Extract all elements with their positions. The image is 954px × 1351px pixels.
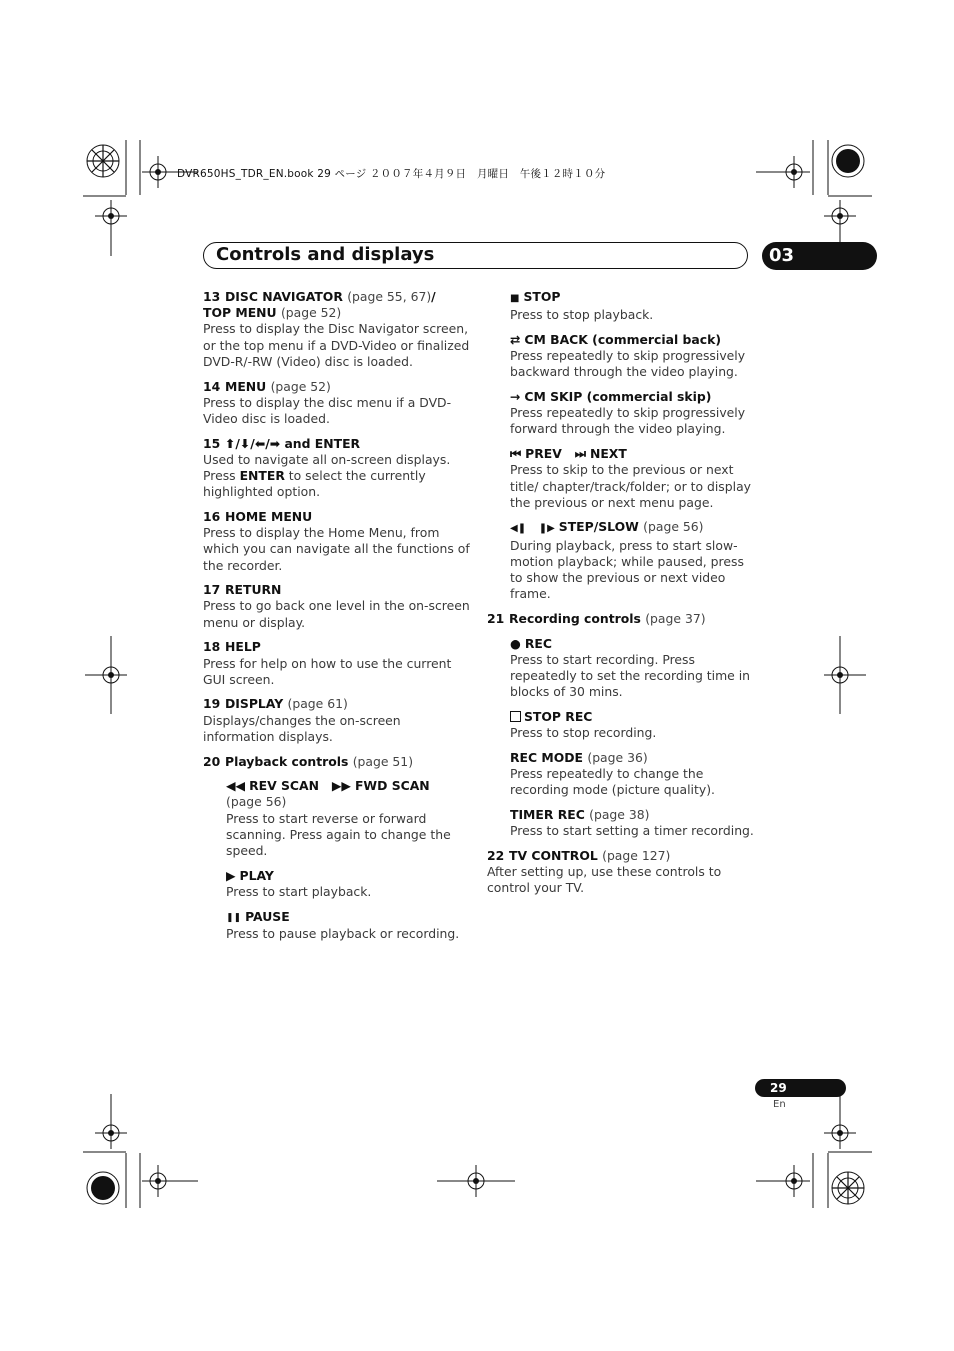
item-rec — [487, 636, 757, 701]
item-description: Press to start setting a timer recording. — [510, 823, 754, 839]
item-step-slow — [487, 519, 757, 602]
item-title: HELP — [225, 639, 261, 655]
page-ref: (page 51) — [352, 753, 414, 769]
item-description: Press repeatedly to skip progressively forward through the video playing. — [510, 405, 746, 437]
item-display — [203, 696, 471, 745]
item-title: Playback controls — [225, 753, 349, 769]
item-description: During playback, press to start slow-motion playback; while paused, press to show the previous or next video frame. — [510, 537, 744, 602]
item-title: REV SCAN — [249, 778, 319, 794]
item-description: Press to start recording. Press repeatedly to set the recording time in blocks of 30 mins. — [510, 651, 751, 700]
item-title: PREV — [525, 446, 562, 462]
page-ref: (page 61) — [287, 696, 348, 712]
item-title: HOME MENU — [225, 508, 313, 524]
item-recording-controls — [487, 611, 757, 627]
item-title: Recording controls — [509, 610, 641, 626]
item-title: CM SKIP (commercial skip) — [524, 389, 712, 405]
step-forward-icon: ❚▶ — [538, 523, 555, 535]
cm-back-icon: ⇄ — [510, 331, 521, 347]
page-title: Controls and displays — [216, 244, 435, 265]
page-ref-2: (page 52) — [280, 305, 342, 321]
item-cm-back — [487, 332, 757, 381]
item-title: TV CONTROL — [509, 847, 598, 863]
item-play — [203, 868, 471, 900]
arrow-keys-icon: ⬆/⬇/⬅/➡ — [225, 435, 281, 451]
page-ref: (page 36) — [587, 749, 648, 765]
item-number: 21 — [487, 610, 505, 626]
item-description: Press to start reverse or forward scanning. Press again to change the speed. — [226, 810, 451, 859]
item-title: STOP — [523, 289, 561, 304]
item-title: STEP/SLOW — [558, 519, 639, 535]
page-ref: (page 55, 67) — [347, 289, 432, 304]
item-scan — [203, 778, 471, 859]
page-ref: (page 127) — [602, 847, 671, 863]
item-stop — [487, 289, 757, 323]
item-title: DISPLAY — [225, 696, 284, 712]
item-title: STOP REC — [524, 708, 593, 724]
item-description: Press to skip to the previous or next title/ chapter/track/folder; or to display the previous or next menu page. — [510, 462, 751, 510]
pause-icon: ❚❚ — [226, 912, 242, 923]
item-description: Press to go back one level in the on-screen menu or display. — [203, 598, 470, 630]
item-arrows-enter — [203, 436, 471, 501]
page-ref: (page 56) — [643, 519, 704, 535]
item-pause — [203, 909, 471, 942]
item-description: Displays/changes the on-screen information displays. — [203, 712, 401, 744]
item-description: Press to stop playback. — [510, 307, 654, 323]
item-menu — [203, 379, 471, 428]
item-title: PLAY — [239, 867, 274, 883]
page-ref: (page 56) — [226, 794, 287, 810]
item-prev-next — [487, 446, 757, 511]
separator: / — [431, 289, 436, 304]
stop-rec-icon — [510, 711, 521, 722]
page-ref: (page 52) — [270, 378, 331, 394]
item-return — [203, 582, 471, 631]
step-back-icon: ◀❚ — [510, 523, 527, 535]
item-number: 13 — [203, 289, 221, 304]
enter-key-label: ENTER — [239, 468, 285, 484]
item-title: TIMER REC — [510, 806, 585, 822]
item-description: Used to navigate all on-screen displays. Press ENTER to select the currently highlighted option. — [203, 451, 451, 500]
item-description: Press for help on how to use the current GUI screen. — [203, 655, 452, 687]
item-timer-rec — [487, 807, 757, 839]
item-title: RETURN — [225, 582, 282, 598]
item-number: 16 — [203, 508, 221, 524]
item-stop-rec — [487, 709, 757, 741]
item-description: Press repeatedly to skip progressively backward through the video playing. — [510, 348, 746, 380]
item-number: 15 — [203, 435, 221, 451]
item-number: 20 — [203, 753, 221, 769]
item-description: Press to stop recording. — [510, 725, 657, 741]
item-home-menu — [203, 509, 471, 574]
item-title: MENU — [225, 378, 267, 394]
item-number: 22 — [487, 847, 505, 863]
book-info-line: DVR650HS_TDR_EN.book 29 ページ ２００７年４月９日 月曜日 午後１２時１０分 — [177, 168, 606, 180]
item-title: CM BACK (commercial back) — [524, 331, 722, 347]
item-description: Press to display the disc menu if a DVD-Video disc is loaded. — [203, 394, 452, 426]
item-title: REC MODE — [510, 749, 584, 765]
next-icon: ⏭ — [574, 446, 586, 462]
item-number: 19 — [203, 696, 221, 712]
item-title: REC — [524, 635, 552, 651]
item-rec-mode — [487, 750, 757, 799]
item-number: 17 — [203, 582, 221, 598]
item-disc-navigator — [203, 289, 471, 370]
item-description: Press to start playback. — [226, 884, 372, 899]
item-title-2: FWD SCAN — [354, 778, 430, 794]
item-title: DISC NAVIGATOR — [225, 289, 343, 304]
stop-icon: ■ — [510, 293, 520, 304]
item-help — [203, 639, 471, 688]
page-number-badge: 29 — [755, 1079, 846, 1097]
cm-skip-icon: → — [510, 389, 521, 405]
play-icon: ▶ — [226, 867, 236, 883]
left-column — [203, 289, 471, 951]
item-description: Press to display the Home Menu, from which you can navigate all the functions of the recorder. — [203, 525, 470, 573]
item-number: 18 — [203, 639, 221, 655]
item-description: Press to display the Disc Navigator screen, or the top menu if a DVD-Video or finalized DVD-R/-RW (Video) disc is loaded. — [203, 321, 470, 369]
item-title: PAUSE — [245, 908, 290, 924]
rewind-icon: ◀◀ — [226, 778, 246, 794]
right-column — [487, 289, 757, 905]
item-description: After setting up, use these controls to control your TV. — [487, 864, 722, 896]
chapter-badge: 03 — [762, 242, 877, 270]
item-title-2: NEXT — [589, 446, 627, 462]
item-description: Press repeatedly to change the recording mode (picture quality). — [510, 766, 715, 798]
fast-forward-icon: ▶▶ — [331, 778, 351, 794]
item-cm-skip — [487, 389, 757, 438]
item-title: and ENTER — [284, 435, 361, 451]
item-playback-controls — [203, 754, 471, 770]
record-icon: ● — [510, 635, 521, 651]
item-number: 14 — [203, 378, 221, 394]
page-ref: (page 38) — [589, 806, 650, 822]
previous-icon: ⏮ — [510, 446, 522, 462]
item-tv-control — [487, 848, 757, 897]
item-description: Press to pause playback or recording. — [226, 925, 460, 941]
item-title-2: TOP MENU — [203, 305, 277, 321]
language-label: En — [773, 1099, 786, 1110]
page-ref: (page 37) — [645, 610, 706, 626]
